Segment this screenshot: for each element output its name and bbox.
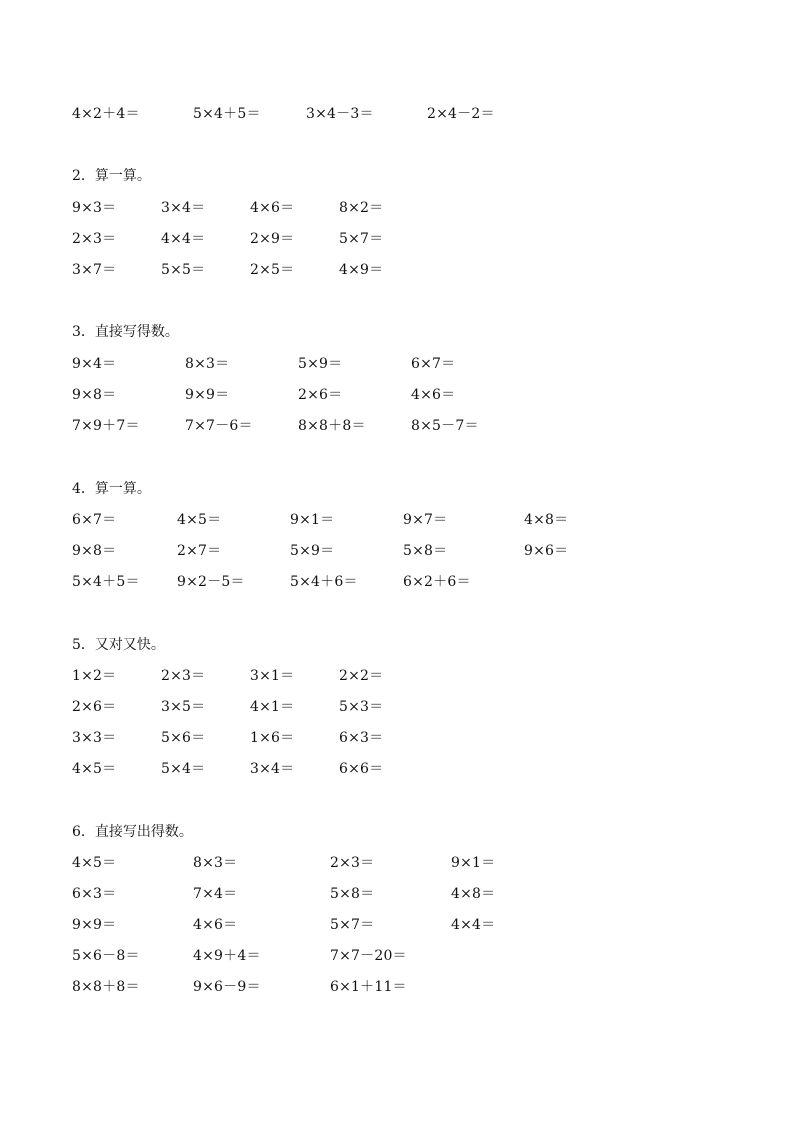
math-problem: 4×9＋4＝ — [193, 948, 261, 964]
math-problem: 2×3＝ — [330, 855, 375, 871]
math-problem: 4×8＝ — [524, 512, 569, 528]
math-problem: 2×6＝ — [298, 387, 343, 403]
math-problem: 5×4＋5＝ — [72, 574, 140, 590]
math-problem: 9×8＝ — [72, 543, 117, 559]
math-problem: 9×8＝ — [72, 387, 117, 403]
math-problem: 9×4＝ — [72, 356, 117, 372]
math-problem: 7×7－20＝ — [330, 948, 407, 964]
math-problem: 5×9＝ — [290, 543, 335, 559]
math-problem: 7×7－6＝ — [185, 418, 253, 434]
math-problem: 4×9＝ — [339, 262, 384, 278]
math-problem: 8×5－7＝ — [411, 418, 479, 434]
math-problem: 6×7＝ — [411, 356, 456, 372]
math-problem: 2×3＝ — [161, 668, 206, 684]
math-problem: 8×8＋8＝ — [72, 979, 140, 995]
math-problem: 2×5＝ — [250, 262, 295, 278]
math-problem: 4×6＝ — [411, 387, 456, 403]
math-problem: 6×3＝ — [339, 730, 384, 746]
math-problem: 2×9＝ — [250, 231, 295, 247]
exercise-heading: 3．直接写得数。 — [72, 324, 179, 340]
math-problem: 2×3＝ — [72, 231, 117, 247]
math-problem: 9×1＝ — [451, 855, 496, 871]
math-problem: 2×7＝ — [177, 543, 222, 559]
math-problem: 2×4－2＝ — [427, 106, 495, 122]
math-problem: 4×6＝ — [250, 200, 295, 216]
math-problem: 2×2＝ — [339, 668, 384, 684]
math-problem: 1×6＝ — [250, 730, 295, 746]
math-problem: 3×4－3＝ — [306, 106, 374, 122]
math-problem: 1×2＝ — [72, 668, 117, 684]
math-problem: 6×1＋11＝ — [330, 979, 407, 995]
math-problem: 4×6＝ — [193, 917, 238, 933]
math-problem: 2×6＝ — [72, 699, 117, 715]
math-problem: 9×1＝ — [290, 512, 335, 528]
math-problem: 4×5＝ — [177, 512, 222, 528]
math-problem: 5×6－8＝ — [72, 948, 140, 964]
math-problem: 5×7＝ — [339, 231, 384, 247]
math-problem: 3×4＝ — [250, 761, 295, 777]
math-problem: 8×8＋8＝ — [298, 418, 366, 434]
math-problem: 5×8＝ — [330, 886, 375, 902]
math-problem: 6×2＋6＝ — [403, 574, 471, 590]
exercise-heading: 4．算一算。 — [72, 481, 151, 497]
math-problem: 8×3＝ — [185, 356, 230, 372]
math-problem: 3×5＝ — [161, 699, 206, 715]
math-problem: 4×4＝ — [451, 917, 496, 933]
math-problem: 5×8＝ — [403, 543, 448, 559]
math-problem: 9×9＝ — [185, 387, 230, 403]
math-problem: 3×1＝ — [250, 668, 295, 684]
math-problem: 3×7＝ — [72, 262, 117, 278]
exercise-heading: 2．算一算。 — [72, 168, 151, 184]
exercise-heading: 5．又对又快。 — [72, 637, 165, 653]
math-problem: 7×9＋7＝ — [72, 418, 140, 434]
math-problem: 8×3＝ — [193, 855, 238, 871]
exercise-heading: 6．直接写出得数。 — [72, 824, 193, 840]
math-problem: 5×9＝ — [298, 356, 343, 372]
math-problem: 9×9＝ — [72, 917, 117, 933]
math-problem: 9×6－9＝ — [193, 979, 261, 995]
math-problem: 7×4＝ — [193, 886, 238, 902]
math-problem: 4×2＋4＝ — [72, 106, 140, 122]
math-problem: 4×5＝ — [72, 761, 117, 777]
math-problem: 4×4＝ — [161, 231, 206, 247]
math-problem: 5×6＝ — [161, 730, 206, 746]
math-problem: 6×7＝ — [72, 512, 117, 528]
math-problem: 8×2＝ — [339, 200, 384, 216]
math-problem: 3×3＝ — [72, 730, 117, 746]
math-problem: 6×6＝ — [339, 761, 384, 777]
math-problem: 5×5＝ — [161, 262, 206, 278]
math-problem: 4×1＝ — [250, 699, 295, 715]
math-problem: 5×4＋6＝ — [290, 574, 358, 590]
math-problem: 5×4＋5＝ — [193, 106, 261, 122]
math-problem: 6×3＝ — [72, 886, 117, 902]
math-problem: 9×2－5＝ — [177, 574, 245, 590]
math-problem: 4×5＝ — [72, 855, 117, 871]
math-problem: 9×3＝ — [72, 200, 117, 216]
math-problem: 9×7＝ — [403, 512, 448, 528]
math-problem: 5×7＝ — [330, 917, 375, 933]
math-problem: 5×4＝ — [161, 761, 206, 777]
math-problem: 5×3＝ — [339, 699, 384, 715]
math-problem: 4×8＝ — [451, 886, 496, 902]
math-problem: 9×6＝ — [524, 543, 569, 559]
math-problem: 3×4＝ — [161, 200, 206, 216]
